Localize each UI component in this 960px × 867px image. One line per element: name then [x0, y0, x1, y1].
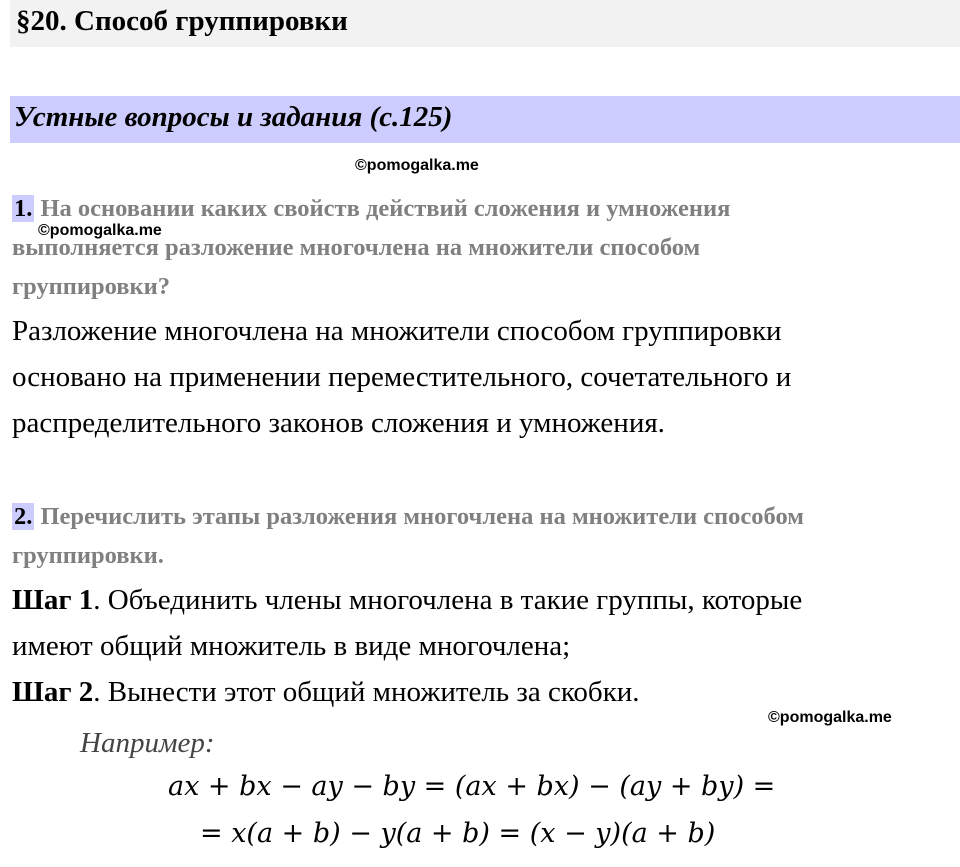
question-1-number: 1.: [14, 195, 33, 222]
question-1-line-3: группировки?: [12, 273, 171, 300]
question-1-text: На основании каких свойств действий сложения и умножения: [40, 195, 731, 222]
formula-line-1: ax + bx − ay − by = (ax + bx) − (ay + by) =: [168, 771, 776, 802]
question-2-line-1: [12, 497, 804, 536]
step-1-text: . Объединить члены многочлена в такие группы, которые: [93, 584, 803, 616]
section-title: Устные вопросы и задания (с.125): [14, 101, 453, 133]
step-2-label: Шаг 2: [12, 676, 94, 708]
page-title: §20. Способ группировки: [16, 5, 348, 37]
step-1-label: Шаг 1: [12, 584, 94, 616]
question-2-line-2: группировки.: [12, 542, 164, 569]
question-2-text: Перечислить этапы разложения многочлена на множители способом: [40, 503, 804, 530]
watermark: ©pomogalka.me: [768, 709, 892, 726]
example-label: Например:: [80, 727, 215, 759]
answer-1-line-3: распределительного законов сложения и умножения.: [12, 407, 665, 439]
step-1-line-1: [12, 577, 802, 623]
question-1-text-2: выполняется разложение многочлена на множители способом: [12, 234, 701, 261]
question-2-number: 2.: [14, 503, 33, 530]
watermark: ©pomogalka.me: [355, 157, 479, 174]
formula-line-2: = x(a + b) − y(a + b) = (x − y)(a + b): [200, 818, 716, 849]
step-1-line-2: имеют общий множитель в виде многочлена;: [12, 630, 571, 662]
answer-1-line-1: Разложение многочлена на множители способом группировки: [12, 315, 782, 347]
step-2-line: [12, 669, 640, 715]
watermark: ©pomogalka.me: [38, 222, 162, 239]
step-2-text: . Вынести этот общий множитель за скобки.: [93, 676, 640, 708]
answer-1-line-2: основано на применении переместительного, сочетательного и: [12, 361, 792, 393]
